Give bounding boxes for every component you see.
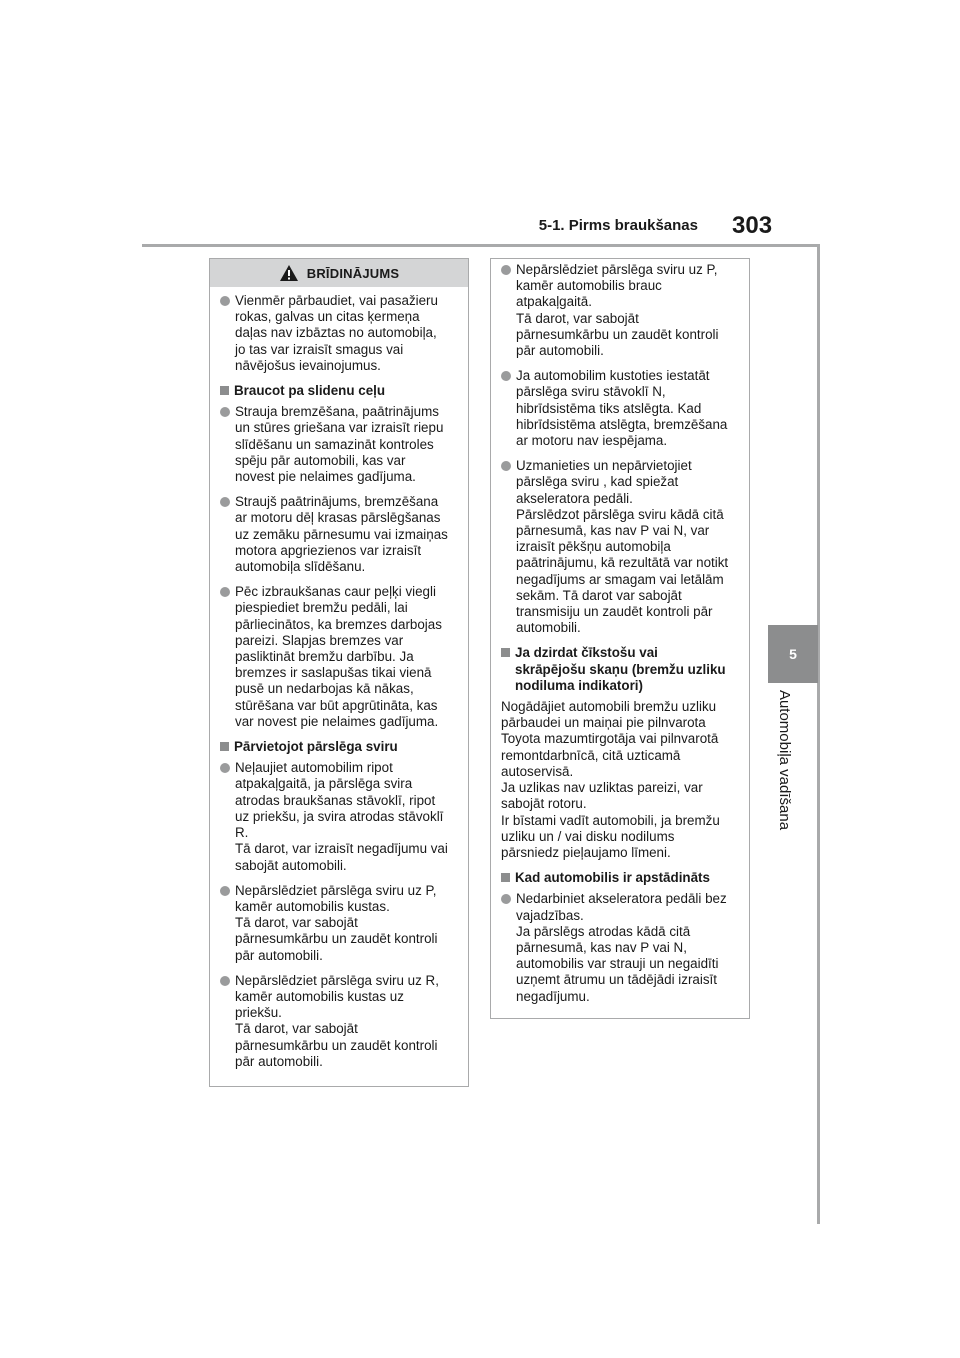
- bullet-icon: [501, 461, 511, 471]
- list-item: [501, 368, 739, 449]
- square-bullet-icon: [220, 742, 229, 751]
- bullet-icon: [220, 296, 230, 306]
- chapter-tab: [768, 625, 818, 683]
- bullet-icon: [220, 407, 230, 417]
- item-text: Nepārslēdziet pārslēga sviru uz P, kamēr automobilis brauc atpakaļgaitā. Tā darot, var sabojāt pārnesumkārbu un zaudēt kontroli pār automobili.: [516, 262, 719, 359]
- section-title: Braucot pa slidenu ceļu: [234, 383, 386, 399]
- square-bullet-icon: [501, 873, 510, 882]
- section-heading: [220, 383, 458, 399]
- warning-content-right: [491, 259, 749, 1005]
- section-title: Pārvietojot pārslēga sviru: [234, 739, 398, 755]
- item-text: Nepārslēdziet pārslēga sviru uz R, kamēr automobilis kustas uz priekšu. Tā darot, var sabojāt pārnesumkārbu un zaudēt kontroli pār automobili.: [235, 972, 439, 1069]
- item-text: Uzmanieties un nepārvietojiet pārslēga sviru , kad spiežat akseleratora pedāli. Pārslēdzot pārslēga sviru kādā citā pārnesumā, kas nav P vai N, var izraisīt pēkšņu automobiļa paātrinājumu, kā rezultātā var notikt negadījums ar smagam vai letālām sekām. Tā darot var sabojāt transmisiju un zaudēt kontroli pār automobili.: [516, 458, 729, 636]
- chapter-number: 5: [789, 646, 797, 662]
- list-item: [220, 404, 458, 485]
- bullet-icon: [501, 371, 511, 381]
- square-bullet-icon: [501, 648, 510, 657]
- bullet-icon: [501, 265, 511, 275]
- list-item: [501, 891, 739, 1004]
- item-text: Vienmēr pārbaudiet, vai pasažieru rokas, galvas un citas ķermeņa daļas nav izbāztas no automobiļa, jo tas var izraisīt smagus vai nāvējošus ievainojumus.: [235, 293, 438, 373]
- section-title: Kad automobilis ir apstādināts: [515, 870, 710, 886]
- section-title: Ja dzirdat čīkstošu vai skrāpējošu skaņu (bremžu uzliku nodiluma indikatori): [515, 645, 726, 693]
- bullet-icon: [220, 587, 230, 597]
- item-text: Neļaujiet automobilim ripot atpakaļgaitā, ja pārslēga svira atrodas braukšanas stāvoklī, ripot uz priekšu, ja svira atrodas stāvoklī R. Tā darot, var izraisīt negadījumu vai sabojāt automobili.: [235, 760, 448, 873]
- side-rule: [817, 244, 820, 1224]
- list-item: [501, 458, 739, 636]
- bullet-icon: [220, 886, 230, 896]
- warning-content-left: [210, 287, 468, 1070]
- item-text: Ja automobilim kustoties iestatāt pārslēga sviru stāvoklī N, hibrīdsistēma tiks atslēgta. Kad hibrīdsistēma atslēgta, bremzēšana ar motoru nav iespējama.: [516, 368, 728, 449]
- bullet-icon: [220, 497, 230, 507]
- bullet-icon: [501, 894, 511, 904]
- bullet-icon: [220, 976, 230, 986]
- page-number: 303: [732, 212, 773, 239]
- list-item: [220, 584, 458, 730]
- item-text: Pēc izbraukšanas caur peļķi viegli piespiediet bremžu pedāli, lai pārliecinātos, ka bremzes darbojas pareizi. Slapjas bremzes var pasliktināt bremžu darbību. Ja bremzes ir saslapušas tikai vienā pusē un nedarbojas kā nākas, stūrēšana var būt apgrūtināta, kas var novest pie nelaimes gadījuma.: [235, 584, 442, 729]
- warning-title: BRĪDINĀJUMS: [306, 265, 400, 281]
- section-heading: [220, 739, 458, 755]
- item-text: Strauja bremzēšana, paātrinājums un stūres griešana var izraisīt riepu slīdēšanu un samazināt kontroles spēju pār automobili, kas var novest pie nelaimes gadījuma.: [235, 404, 444, 485]
- item-text: Nedarbiniet akseleratora pedāli bez vajadzības. Ja pārslēgs atrodas kādā citā pārnesumā, kas nav P vai N, automobilis var strauji un negaidīti uzņemt ātrumu un tādējādi izraisīt negadījumu.: [516, 891, 727, 1004]
- item-text: Straujš paātrinājums, bremzēšana ar motoru dēļ krasas pārslēgšanas uz zemāku pārnesumu vai izmaiņas motora apgriezienos var izraisīt automobiļa slīdēšanu.: [235, 494, 448, 575]
- header-rule: [142, 244, 818, 247]
- warning-triangle-icon: [279, 264, 299, 282]
- warning-box-right: [490, 258, 750, 1019]
- bullet-icon: [220, 763, 230, 773]
- list-item: [220, 883, 458, 964]
- list-item: [220, 760, 458, 873]
- chapter-label: Automobiļa vadīšana: [776, 689, 793, 831]
- section-header-title: 5-1. Pirms braukšanas: [538, 217, 698, 234]
- item-text: Nepārslēdziet pārslēga sviru uz P, kamēr automobilis kustas. Tā darot, var sabojāt pārnesumkārbu un zaudēt kontroli pār automobili.: [235, 882, 438, 963]
- section-heading: [501, 870, 739, 886]
- warning-header: [210, 259, 468, 287]
- section-heading: [501, 645, 739, 694]
- list-item: [220, 293, 458, 374]
- list-item: [501, 262, 739, 359]
- warning-box-left: [209, 258, 469, 1087]
- paragraph: Nogādājiet automobili bremžu uzliku pārbaudei un maiņai pie pilnvarota Toyota mazumtirgotāja vai pilnvarotā remontdarbnīcā, citā uzticamā autoservisā. Ja uzlikas nav uzliktas pareizi, var sabojāt rotoru. Ir bīstami vadīt automobili, ja bremžu uzliku un / vai disku nodilums pārsniedz pieļaujamo līmeni.: [501, 699, 720, 860]
- list-item: [220, 494, 458, 575]
- square-bullet-icon: [220, 386, 229, 395]
- list-item: [220, 973, 458, 1070]
